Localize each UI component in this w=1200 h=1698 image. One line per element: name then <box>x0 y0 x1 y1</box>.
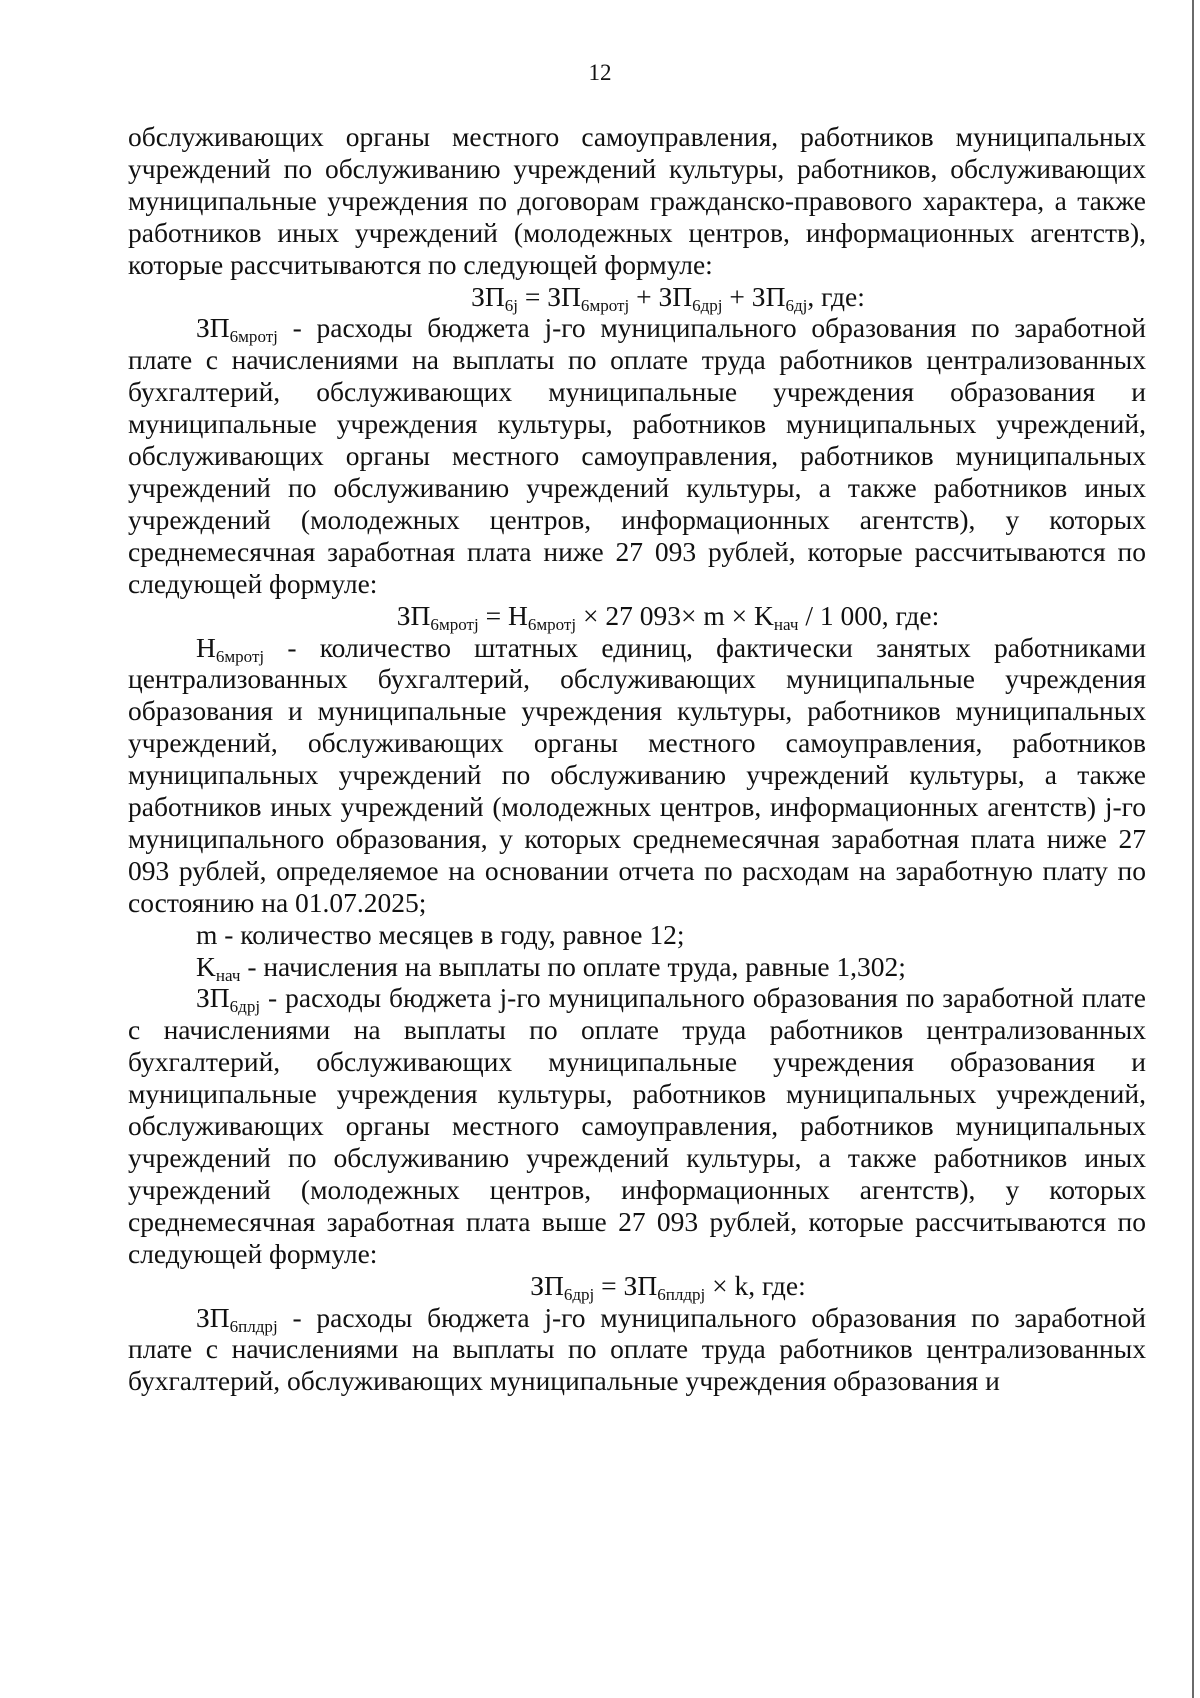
formula-zp6j: $ЗП_{6j} = ЗП_{6мротj} + ЗП_{6дрj} + ЗП_{6дj}$, где: <box>471 280 865 315</box>
page-number: 12 <box>588 60 612 85</box>
definition-n6mrotj: $Н_{6мротj}$ - количество штатных единиц, фактически занятых работниками централизованных бухгалтерий, обслуживающих муниципальные учреждения образования и муниципальные учреждения культуры, работников муниципальных учреждений, обслуживающих органы местного самоуправления, работников муниципальных учреждений по обслуживанию учреждений культуры, а также работников иных учреждений (молодежных центров, информационных агентств) j-го муниципального образования, у которых среднемесячная заработная плата ниже 27 093 рублей, определяемое на основании отчета по расходам на заработную плату по состоянию на 01.07.2025; <box>128 631 1146 918</box>
definition-knach: $K_{нач}$ - начисления на выплаты по оплате труда, равные 1,302; <box>196 950 906 985</box>
definition-zp6mrotj: $ЗП_{6мротj}$ - расходы бюджета j-го муниципального образования по заработной плате с начислениями на выплаты по оплате труда работников централизованных бухгалтерий, обслуживающих муниципальные учреждения образования и муниципальные учреждения культуры, работников муниципальных учреждений, обслуживающих органы местного самоуправления, работников муниципальных учреждений по обслуживанию учреждений культуры, а также работников иных учреждений (молодежных центров, информационных агентств), у которых среднемесячная заработная плата ниже 27 093 рублей, которые рассчитываются по следующей формуле: <box>128 312 1146 599</box>
document-body <box>128 121 1146 1397</box>
definition-zp6drj: $ЗП_{6дрj}$ - расходы бюджета j-го муниципального образования по заработной плате с начислениями на выплаты по оплате труда работников централизованных бухгалтерий, обслуживающих муниципальные учреждения образования и муниципальные учреждения культуры, работников муниципальных учреждений, обслуживающих органы местного самоуправления, работников муниципальных учреждений по обслуживанию учреждений культуры, а также работников иных учреждений (молодежных центров, информационных агентств), у которых среднемесячная заработная плата выше 27 093 рублей, которые рассчитываются по следующей формуле: <box>128 982 1146 1269</box>
definition-zp6pldrj: $ЗП_{6плдрj}$ - расходы бюджета j-го муниципального образования по заработной плате с начислениями на выплаты по оплате труда работников централизованных бухгалтерий, обслуживающих муниципальные учреждения образования и <box>128 1301 1146 1397</box>
page-edge-line <box>1192 0 1194 1698</box>
formula-zp6drj: $ЗП_{6дрj} = ЗП_{6плдрj} \times k$, где: <box>530 1269 806 1304</box>
formula-zp6mrotj: $ЗП_{6мротj} = Н_{6мротj} \times 27$ $093\times m \times K_{нач} / 1$ 000, где: <box>396 599 940 634</box>
definition-m: m - количество месяцев в году, равное 12; <box>196 918 685 950</box>
paragraph-intro: обслуживающих органы местного самоуправления, работников муниципальных учреждений по обслуживанию учреждений культуры, работников, обслуживающих муниципальные учреждения по договорам гражданско-правового характера, а также работников иных учреждений (молодежных центров, информационных агентств), которые рассчитываются по следующей формуле: <box>128 121 1146 280</box>
